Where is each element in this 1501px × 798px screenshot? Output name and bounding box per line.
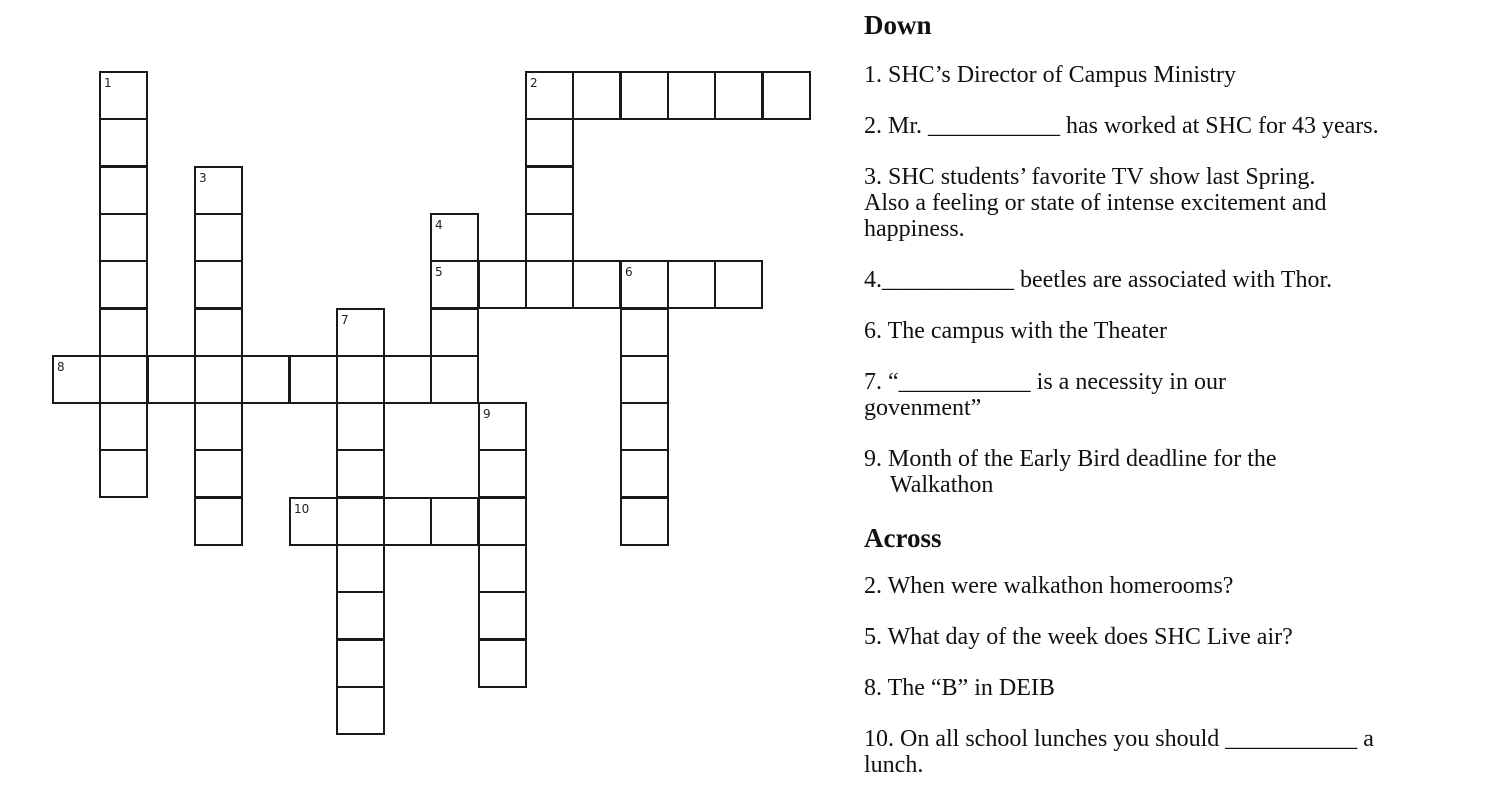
crossword-cell[interactable] [525,118,574,167]
down-clue-7 [864,369,1479,421]
crossword-cell[interactable] [383,497,432,546]
down-clue-9 [864,446,1479,498]
down-clue-4: 4.___________ beetles are associated with Thor. [864,267,1333,293]
crossword-cell-7[interactable] [336,308,385,357]
crossword-cell[interactable] [478,639,527,688]
crossword-cell[interactable] [336,449,385,498]
crossword-cell[interactable] [241,355,290,404]
crossword-cell[interactable] [194,260,243,309]
clues-panel [864,10,1479,778]
down-clue-7-line-2: govenment” [864,395,982,421]
crossword-cell[interactable] [336,686,385,735]
crossword-cell[interactable] [336,402,385,451]
crossword-cell[interactable] [336,591,385,640]
crossword-cell[interactable] [430,308,479,357]
crossword-cell[interactable] [99,260,148,309]
crossword-cell[interactable] [194,449,243,498]
crossword-cell[interactable] [762,71,811,120]
crossword-cell[interactable] [620,449,669,498]
down-clue-6: 6. The campus with the Theater [864,318,1168,344]
crossword-cell[interactable] [336,355,385,404]
crossword-cell[interactable] [478,497,527,546]
crossword-cell[interactable] [99,402,148,451]
crossword-cell[interactable] [714,260,763,309]
crossword-cell[interactable] [525,213,574,262]
crossword-cell[interactable] [99,213,148,262]
crossword-cell[interactable] [714,71,763,120]
crossword-cell[interactable] [194,497,243,546]
crossword-cell[interactable] [383,355,432,404]
crossword-cell-8[interactable] [52,355,101,404]
crossword-cell[interactable] [525,166,574,215]
down-clue-3-line-1: 3. SHC students’ favorite TV show last Spring. [864,164,1316,190]
clue-number: 4 [435,218,443,232]
crossword-cell[interactable] [430,355,479,404]
crossword-cell-2[interactable] [525,71,574,120]
crossword-cell-3[interactable] [194,166,243,215]
across-clue-8: 8. The “B” in DEIB [864,675,1055,701]
clue-number: 7 [341,313,349,327]
clue-number: 3 [199,171,207,185]
crossword-cell[interactable] [620,308,669,357]
across-heading: Across [864,523,942,553]
crossword-cell[interactable] [99,355,148,404]
crossword-cell[interactable] [99,308,148,357]
crossword-cell[interactable] [430,497,479,546]
down-clue-9-line-1: 9. Month of the Early Bird deadline for the [864,446,1277,472]
crossword-cell[interactable] [194,402,243,451]
down-clue-9-line-2: Walkathon [890,472,994,498]
crossword-cell[interactable] [478,449,527,498]
down-clue-7-line-1: 7. “___________ is a necessity in our [864,369,1226,395]
clue-number: 9 [483,407,491,421]
down-clue-2: 2. Mr. ___________ has worked at SHC for 43 years. [864,113,1379,139]
crossword-cell[interactable] [572,260,621,309]
clue-number: 2 [530,76,538,90]
crossword-cell[interactable] [99,166,148,215]
down-clue-3-line-3: happiness. [864,216,965,242]
across-clue-2: 2. When were walkathon homerooms? [864,573,1234,599]
crossword-cell[interactable] [289,355,338,404]
crossword-cell[interactable] [336,639,385,688]
across-clue-10-line-1: 10. On all school lunches you should ___________ a [864,726,1374,752]
crossword-cell[interactable] [620,497,669,546]
down-clue-3 [864,164,1479,242]
clue-number: 10 [294,502,310,516]
crossword-cell-1[interactable] [99,71,148,120]
crossword-cell[interactable] [620,71,669,120]
down-clue-3-line-2: Also a feeling or state of intense excitement and [864,190,1327,216]
clue-number: 5 [435,265,443,279]
down-clue-1: 1. SHC’s Director of Campus Ministry [864,62,1236,88]
crossword-cell-5[interactable] [430,260,479,309]
crossword-cell[interactable] [525,260,574,309]
crossword-cell[interactable] [478,591,527,640]
crossword-cell-4[interactable] [430,213,479,262]
crossword-cell-10[interactable] [289,497,338,546]
crossword-cell[interactable] [99,449,148,498]
crossword-cell[interactable] [620,355,669,404]
crossword-cell[interactable] [147,355,196,404]
crossword-cell[interactable] [572,71,621,120]
clue-number: 8 [57,360,65,374]
crossword-cell[interactable] [194,355,243,404]
crossword-cell[interactable] [620,402,669,451]
crossword-cell[interactable] [336,544,385,593]
crossword-cell[interactable] [478,260,527,309]
crossword-cell[interactable] [194,308,243,357]
crossword-cell-9[interactable] [478,402,527,451]
across-clue-10-line-2: lunch. [864,752,924,778]
crossword-cell[interactable] [99,118,148,167]
crossword-cell[interactable] [194,213,243,262]
across-clue-10 [864,726,1479,778]
clue-number: 6 [625,265,633,279]
across-clue-5: 5. What day of the week does SHC Live air? [864,624,1293,650]
clue-number: 1 [104,76,112,90]
crossword-cell[interactable] [336,497,385,546]
crossword-cell[interactable] [667,71,716,120]
down-heading: Down [864,10,932,40]
crossword-cell-6[interactable] [620,260,669,309]
crossword-cell[interactable] [667,260,716,309]
crossword-cell[interactable] [478,544,527,593]
